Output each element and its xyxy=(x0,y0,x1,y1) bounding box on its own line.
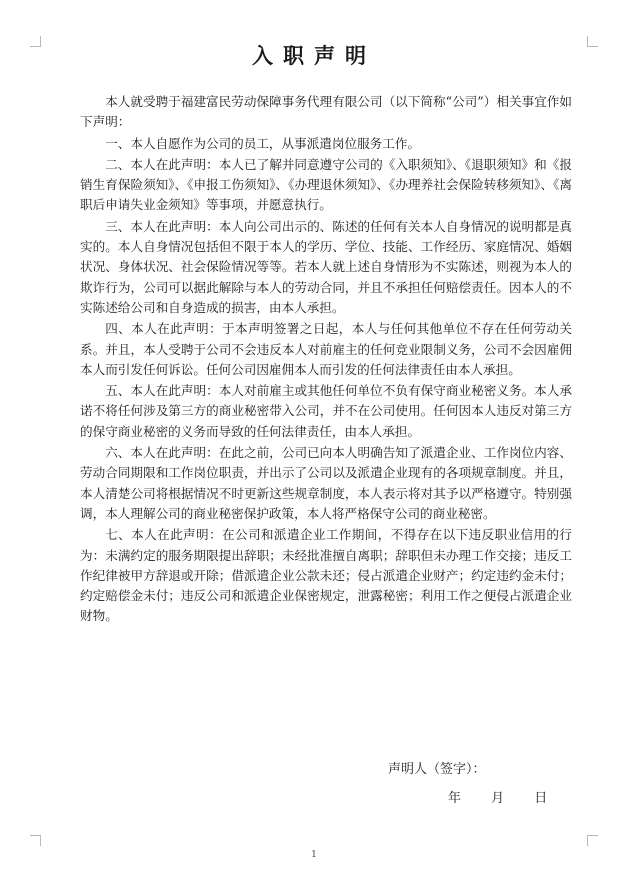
clause-1: 一、本人自愿作为公司的员工，从事派遣岗位服务工作。 xyxy=(105,135,421,151)
crop-mark-bottom-right xyxy=(587,835,598,846)
signature-label: 声明人（签字）： xyxy=(388,762,486,777)
document-title: 入职声明 xyxy=(252,43,376,68)
clause-2: 二、本人在此声明：本人已了解并同意遵守公司的《入职须知》、《退职须知》和《报销生育保险须知》、《申报工伤须知》、《办理退休须知》、《办理养社会保险转移须知》、《离职后申请失业金须知》等事项，并愿意执行。 xyxy=(80,156,572,213)
intro-paragraph: 本人就受聘于福建富民劳动保障事务代理有限公司（以下简称“公司”）相关事宜作如下声明： xyxy=(80,94,572,130)
date-line: 年 月 日 xyxy=(448,791,548,806)
clause-7: 七、本人在此声明：在公司和派遣企业工作期间，不得存在以下违反职业信用的行为：未满约定的服务期限提出辞职；未经批准擅自离职；辞职但未办理工作交接；违反工作纪律被甲方辞退或开除；借派遣企业公款未还；侵占派遣企业财产；约定违约金未付；约定赔偿金未付；违反公司和派遣企业保密规定，泄露秘密；利用工作之便侵占派遣企业财物。 xyxy=(80,527,572,624)
clause-4: 四、本人在此声明：于本声明签署之日起，本人与任何其他单位不存在任何劳动关系。并且，本人受聘于公司不会违反本人对前雇主的任何竞业限制义务，公司不会因雇佣本人而引发任何诉讼。任何公司因雇佣本人而引发的任何法律责任由本人承担。 xyxy=(80,321,572,377)
clause-3: 三、本人在此声明：本人向公司出示的、陈述的任何有关本人自身情况的说明都是真实的。本人自身情况包括但不限于本人的学历、学位、技能、工作经历、家庭情况、婚姻状况、身体状况、社会保险情况等等。若本人就上述自身情形为不实陈述，则视为本人的欺诈行为，公司可以据此解除与本人的劳动合同，并且不承担任何赔偿责任。因本人的不实陈述给公司和自身造成的损害，由本人承担。 xyxy=(80,218,572,315)
clause-5: 五、本人在此声明：本人对前雇主或其他任何单位不负有保守商业秘密义务。本人承诺不将任何涉及第三方的商业秘密带入公司，并不在公司使用。任何因本人违反对第三方的保守商业秘密的义务而导致的任何法律责任，由本人承担。 xyxy=(80,383,572,439)
document-body xyxy=(80,92,572,628)
clause-6: 六、本人在此声明：在此之前，公司已向本人明确告知了派遣企业、工作岗位内容、劳动合同期限和工作岗位职责，并出示了公司以及派遣企业现有的各项规章制度。并且，本人清楚公司将根据情况不时更新这些规章制度，本人表示将对其予以严格遵守。特别强调，本人理解公司的商业秘密保护政策，本人将严格保守公司的商业秘密。 xyxy=(80,445,572,521)
crop-mark-bottom-left xyxy=(30,835,41,846)
page-number: 1 xyxy=(311,850,317,860)
